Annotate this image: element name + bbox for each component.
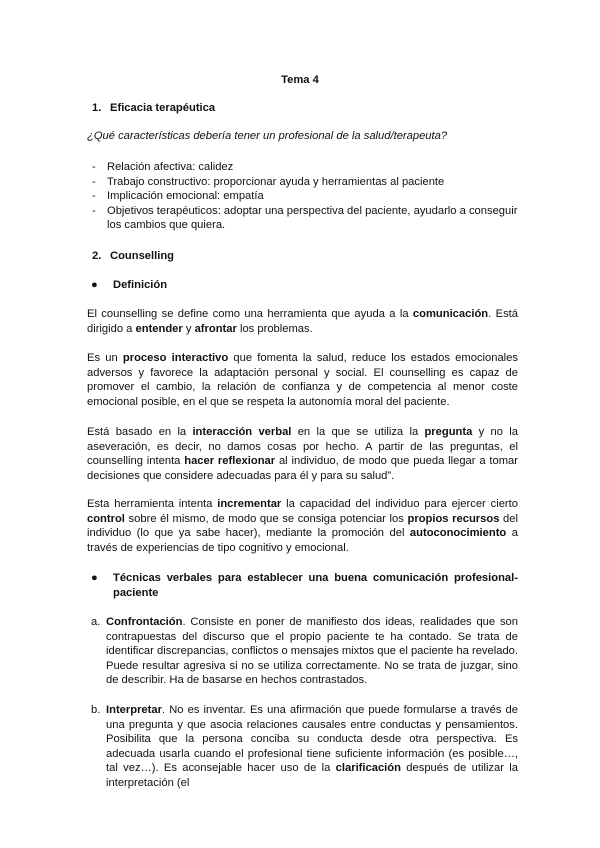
text-run: a través de experiencias de tipo cognitivo y emocional.	[87, 527, 518, 554]
bullet-heading-tecnicas	[91, 571, 518, 600]
list-item: - Implicación emocional: empatía	[92, 189, 522, 204]
bold-term: entender	[135, 322, 183, 335]
text-run: . No es inventar. Es una afirmación que puede formularse a través de una pregunta y que asocia relaciones causales entre conductas y pensamientos. Posibilita que la persona conciba su conducta desde otra perspectiva. Es adecuada usarla cuando el profesional tiene suficiente información (es posible…, tal vez…). Es aconsejable hacer uso de la	[106, 704, 518, 774]
question-text: ¿Qué características debería tener un profesional de la salud/terapeuta?	[87, 130, 448, 142]
paragraph-verbal-interaction	[87, 425, 518, 483]
section-label: Eficacia terapéutica	[110, 102, 216, 114]
text-run: del individuo (lo que ya sabe hacer), mediante la promoción del	[87, 512, 518, 539]
text-run: al individuo, de modo que pueda llegar a tomar decisiones que considere adecuadas para él y para su salud”.	[87, 455, 518, 482]
text-run: sobre él mismo, de modo que se consiga potenciar los	[124, 512, 408, 525]
bold-term: hacer reflexionar	[184, 455, 276, 467]
text-run: . Está dirigido a	[87, 308, 518, 335]
bold-term: incrementar	[217, 498, 282, 510]
text-run: y no la aseveración, es decir, no damos cosas por hecho. A partir de las preguntas, el counselling intenta	[87, 426, 518, 467]
paragraph-definition	[87, 307, 518, 336]
paragraph-process	[87, 351, 518, 409]
list-item: - Trabajo constructivo: proporcionar ayuda y herramientas al paciente	[92, 175, 522, 190]
text-run: que fomenta la salud, reduce los estados emocionales adversos y favorece la adaptación personal y social. El counselling es capaz de promover el cambio, la relación de confianza y de competencia al menor coste emocional posible, en el que se respeta la autonomía moral del paciente.	[87, 352, 518, 408]
text-run: en la que se utiliza la	[291, 426, 425, 438]
text-run: Es un	[87, 352, 123, 364]
qualities-list	[92, 160, 522, 233]
section-heading-eficacia	[92, 101, 215, 116]
text-run: y	[182, 322, 195, 335]
bold-term: interacción verbal	[192, 426, 292, 438]
bold-term: clarificación	[335, 762, 401, 774]
item-body	[106, 615, 518, 688]
paragraph-tool	[87, 497, 518, 555]
text-run: Esta herramienta intenta	[87, 498, 218, 510]
item-letter: a.	[91, 616, 101, 628]
bold-term: Confrontación	[106, 616, 183, 628]
bullet-label: Técnicas verbales para establecer una buena comunicación profesional-paciente	[113, 572, 518, 599]
bold-term: proceso interactivo	[122, 352, 229, 364]
bold-term: control	[87, 512, 125, 525]
section-label: Counselling	[110, 250, 175, 262]
bold-term: pregunta	[424, 426, 473, 438]
item-letter: b.	[91, 704, 101, 716]
list-item: - Objetivos terapéuticos: adoptar una perspectiva del paciente, ayudarlo a conseguir los cambios que quiera.	[92, 204, 522, 233]
bold-term: afrontar	[194, 322, 237, 335]
bold-term: comunicación	[412, 308, 489, 320]
page-title: Tema 4	[281, 74, 319, 86]
bullet-heading-definicion	[91, 278, 518, 293]
bold-term: propios recursos	[407, 512, 500, 525]
technique-item-confrontacion	[87, 615, 518, 688]
text-run: . Consiste en poner de manifiesto dos ideas, realidades que son contrapuestas del discurso que el propio paciente te ha contado. Se trata de identificar discrepancias, conflictos o mensajes mixtos que el paciente ha revelado. Puede resultar agresiva si no se utiliza correctamente. No se trata de juzgar, sino de describir. Ha de basarse en hechos contrastados.	[106, 616, 518, 686]
bullet-label: Definición	[113, 279, 168, 291]
technique-item-interpretar	[87, 703, 518, 790]
list-item: - Relación afectiva: calidez	[92, 160, 522, 175]
text-run: Está basado en la	[87, 426, 193, 438]
bullet-dot-icon: ●	[91, 279, 98, 291]
text-run: El counselling se define como una herramienta que ayuda a la	[87, 308, 413, 320]
bullet-dot-icon: ●	[91, 572, 98, 584]
section-number: 2.	[92, 250, 102, 262]
text-run: después de utilizar la interpretación (el	[106, 762, 518, 789]
text-run: los problemas.	[236, 322, 313, 335]
bold-term: autoconocimiento	[409, 527, 507, 539]
section-heading-counselling	[92, 249, 174, 264]
item-body	[106, 703, 518, 790]
bold-term: Interpretar	[106, 704, 162, 716]
section-number: 1.	[92, 102, 102, 114]
text-run: la capacidad del individuo para ejercer cierto	[281, 498, 518, 510]
